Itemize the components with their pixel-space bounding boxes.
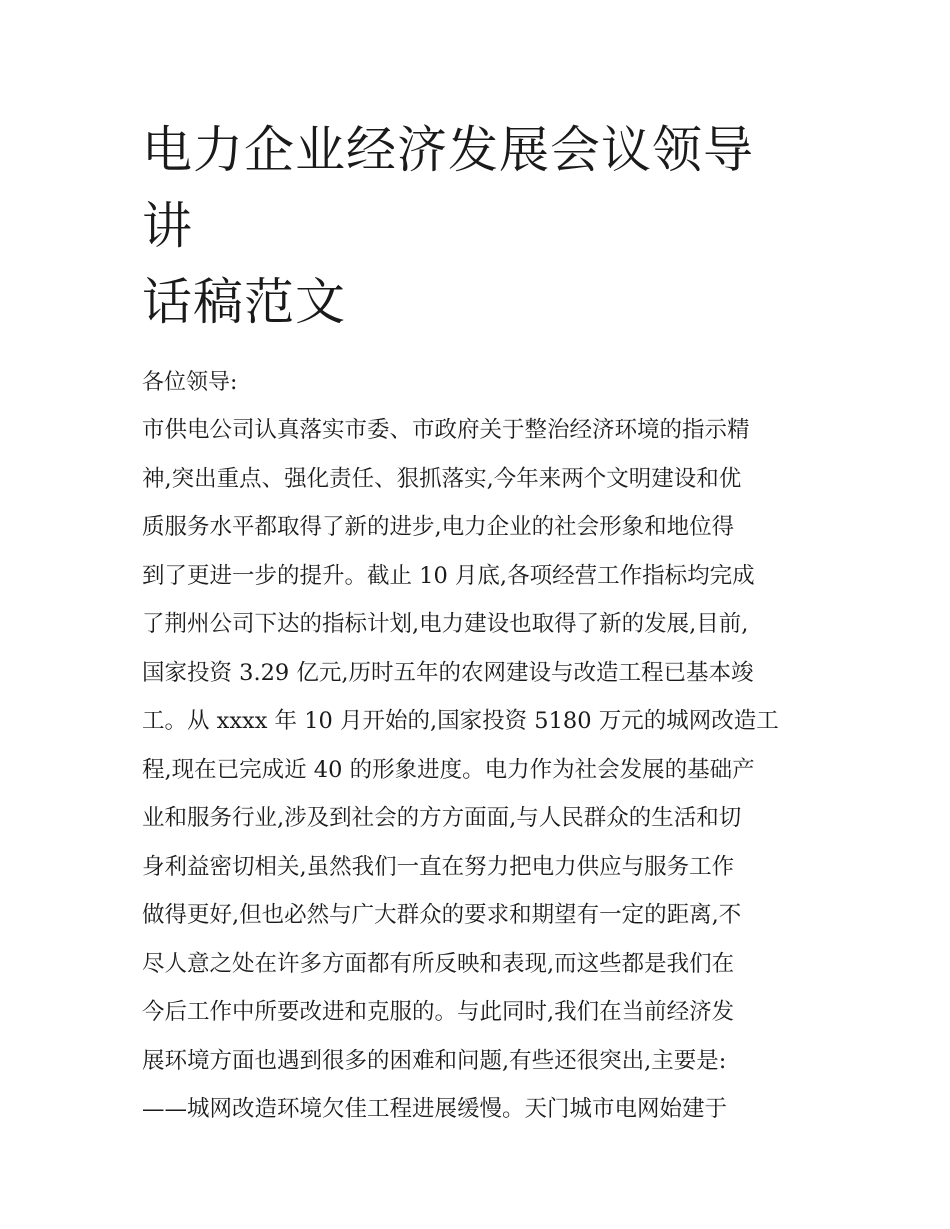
salutation: 各位领导: bbox=[142, 370, 238, 395]
title-line: 话稿范文 bbox=[142, 273, 346, 331]
body-line: 展环境方面也遇到很多的困难和问题,有些还很突出,主要是: bbox=[142, 1047, 727, 1074]
body-line: 做得更好,但也必然与广大群众的要求和期望有一定的距离,不 bbox=[142, 902, 742, 928]
document-page bbox=[142, 112, 822, 1134]
body-line: 了荆州公司下达的指标计划,电力建设也取得了新的发展,目前, bbox=[142, 611, 749, 637]
body-line: 国家投资 3.29 亿元,历时五年的农网建设与改造工程已基本竣 bbox=[142, 659, 754, 686]
body-line: 市供电公司认真落实市委、市政府关于整治经济环境的指示精 bbox=[142, 417, 750, 443]
body-paragraph bbox=[142, 406, 822, 1134]
body-line: 今后工作中所要改进和克服的。与此同时,我们在当前经济发 bbox=[142, 999, 735, 1025]
body-line: 业和服务行业,涉及到社会的方方面面,与人民群众的生活和切 bbox=[142, 805, 742, 831]
body-line: 质服务水平都取得了新的进步,电力企业的社会形象和地位得 bbox=[142, 514, 735, 540]
document-title bbox=[142, 112, 802, 340]
body-line: 工。从 xxxx 年 10 月开始的,国家投资 5180 万元的城网改造工 bbox=[142, 708, 779, 734]
body-line: ——城网改造环境欠佳工程进展缓慢。天门城市电网始建于 bbox=[142, 1096, 728, 1122]
body-line: 身利益密切相关,虽然我们一直在努力把电力供应与服务工作 bbox=[142, 853, 735, 880]
body-line: 到了更进一步的提升。截止 10 月底,各项经营工作指标均完成 bbox=[142, 562, 755, 589]
body-line: 程,现在已完成近 40 的形象进度。电力作为社会发展的基础产 bbox=[142, 756, 755, 783]
body-line: 神,突出重点、强化责任、狠抓落实,今年来两个文明建设和优 bbox=[142, 465, 742, 492]
title-line: 电力企业经济发展会议领导讲 bbox=[142, 121, 754, 255]
body-line: 尽人意之处在许多方面都有所反映和表现,而这些都是我们在 bbox=[142, 950, 735, 977]
